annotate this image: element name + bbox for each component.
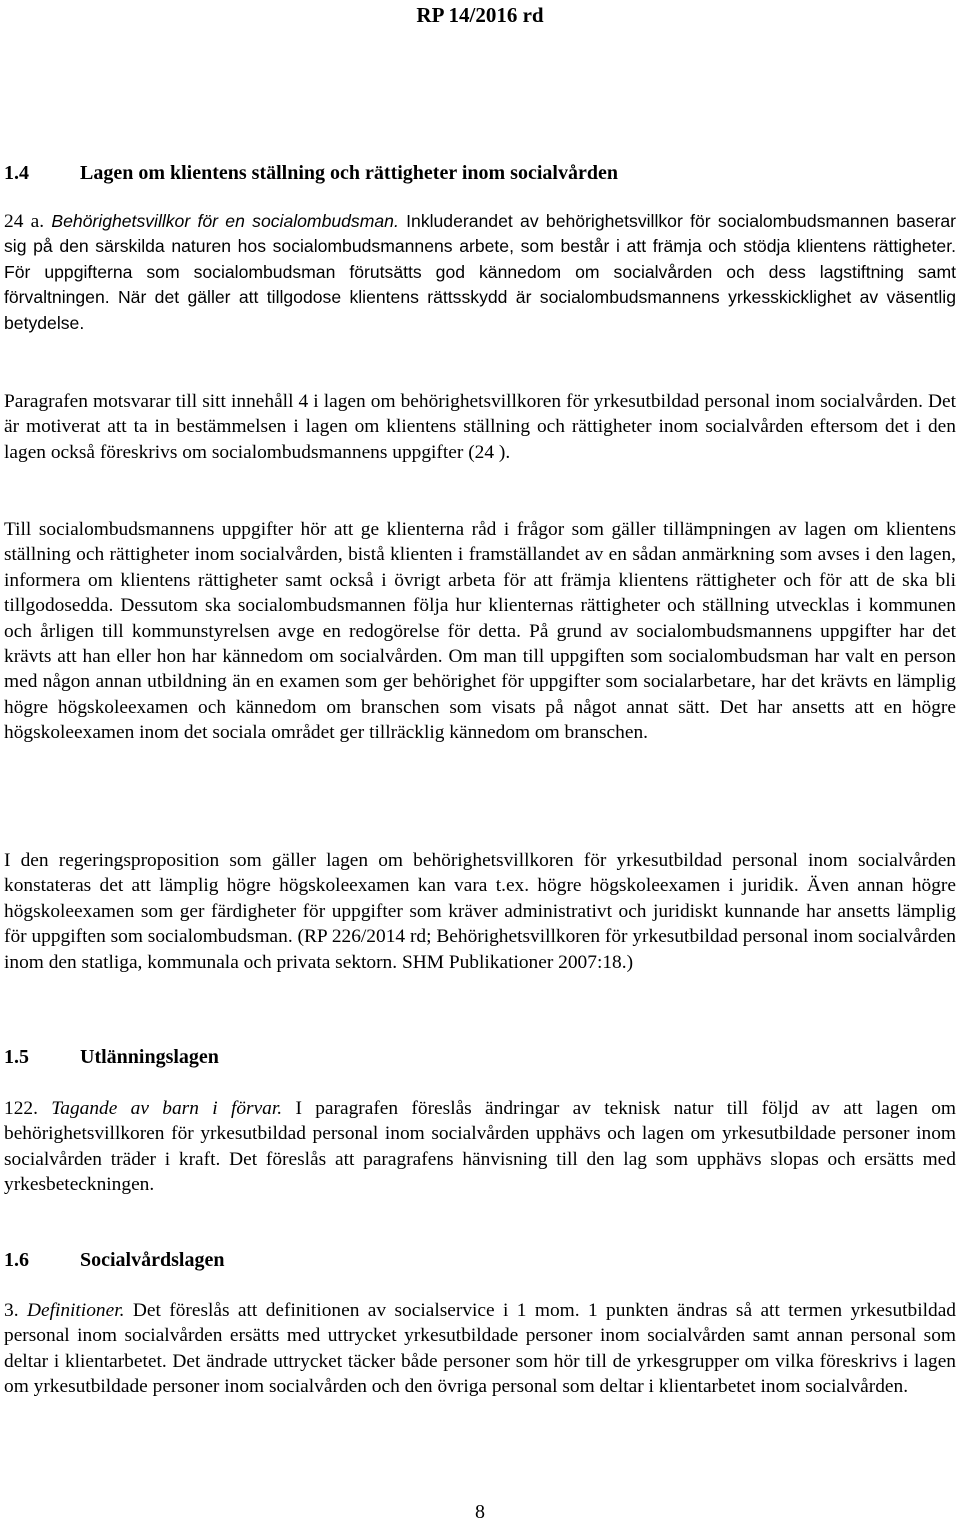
paragraph-uppgifter: Till socialombudsmannens uppgifter hör att ge klienterna råd i frågor som gäller tillämpningen av lagen om klientens ställning och rättigheter inom socialvården, bistå klienten i framställandet av en sådan anmärkning som avses i den lagen, informera om klientens rättigheter samt också i övrigt arbeta för att främja klientens rättigheter och för att de ska bli tillgodosedda. Dessutom ska socialombudsmannen följa hur klienternas rättigheter och ställning utvecklas i kommunen och årligen till kommunstyrelsen avge en redogörelse för detta. På grund av socialombudsmannens uppgifter har det krävts att han eller hon har kännedom om socialvården. Om man till uppgiften som socialombudsman har valt en person med någon annan utbildning än en examen som ger behörighet för uppgifter som socialarbetare, har det krävts en lämplig högre högskoleexamen och kännedom om branschen som visats på något annat sätt. Det har ansetts att en högre högskoleexamen inom det sociala området ger tillräcklig kännedom om branschen.	[4, 519, 956, 744]
lead-paragraph-number: 122	[4, 1098, 34, 1119]
section-number: 1.5	[4, 1046, 29, 1068]
text-run: Paragrafen motsvarar till sitt innehåll 4	[4, 391, 309, 412]
section-heading-1-4	[4, 161, 618, 185]
paragraph-3: 3. Definitioner. Det föreslås att definitionen av socialservice i 1 mom. 1 punkten ändras så att termen yrkesutbildad personal inom socialvården ersätts med uttrycket yrkesutbildade personer inom socialvården samt annan personal som deltar i klientarbetet. Det ändrade uttrycket täcker både personer som hör till de yrkesgrupper om vilka föreskrivs i lagen om yrkesutbildade personer inom socialvården och den övriga personal som deltar i klientarbetet inom socialvården.	[4, 1300, 957, 1398]
text-run: i lagen om behörighetsvillkoren för yrkesutbildad personal inom socialvården.	[313, 391, 923, 412]
lead-paragraph-title: Definitioner.	[26, 1300, 125, 1321]
lead-paragraph-number: 3	[4, 1300, 14, 1321]
paragraph-text: I paragrafen föreslås ändringar av teknisk natur till följd av att lagen om behörighetsvillkoren för yrkesutbildad personal inom socialvården upphävs och lagen om yrkesutbildade personer inom socialvården träder i kraft. Det föreslås att paragrafens hänvisning till den lag som upphävs slopas och ersätts med yrkesbeteckningen.	[4, 1098, 956, 1196]
document-header: RP 14/2016 rd	[416, 3, 544, 27]
lead-paragraph-number: 24 a	[4, 211, 40, 232]
section-title: Lagen om klientens ställning och rättigheter inom socialvården	[80, 162, 618, 184]
text-run: ).	[498, 441, 511, 463]
text-run: Det är motiverat att ta in bestämmelsen i lagen om klientens ställning och rättigheter inom socialvården eftersom det i den lagen också föreskrivs om socialombudsmannens uppgifter (24	[4, 391, 956, 463]
section-number: 1.6	[4, 1249, 29, 1271]
paragraph-24a: 24 a. Behörighetsvillkor för en socialombudsman. Inkluderandet av behörighetsvillkor för socialombudsmannen baserar sig på den särskilda naturen hos socialombudsmannens arbete, som består i att främja och stödja klientens rättigheter. För uppgifterna som socialombudsman förutsätts god kännedom om socialvården och dess lagstiftning samt förvaltningen. När det gäller att tillgodose klientens rättsskydd är socialombudsmannens yrkesskicklighet av väsentlig betydelse.	[4, 211, 957, 333]
paragraph-motsvarar	[4, 389, 956, 465]
page-number: 8	[475, 1501, 485, 1523]
paragraph-regeringsproposition: I den regeringsproposition som gäller lagen om behörighetsvillkoren för yrkesutbildad personal inom socialvården konstateras det att lämplig högre högskoleexamen kan vara t.ex. högre högskoleexamen i juridik. Även annan högre högskoleexamen som ger färdigheter för uppgifter som kräver administrativt och juridiskt kunnande har ansetts lämplig för uppgiften som socialombudsman. (RP 226/2014 rd; Behörighetsvillkoren för yrkesutbildad personal inom socialvården inom den statliga, kommunala och privata sektorn. SHM Publikationer 2007:18.)	[4, 850, 956, 973]
lead-paragraph-title: Behörighetsvillkor för en socialombudsman.	[51, 211, 399, 231]
lead-paragraph-title: Tagande av barn i förvar.	[51, 1098, 283, 1119]
paragraph-122: 122. Tagande av barn i förvar. I paragrafen föreslås ändringar av teknisk natur till följd av att lagen om behörighetsvillkoren för yrkesutbildad personal inom socialvården upphävs och lagen om yrkesutbildade personer inom socialvården träder i kraft. Det föreslås att paragrafens hänvisning till den lag som upphävs slopas och ersätts med yrkesbeteckningen.	[4, 1098, 956, 1196]
paragraph-text: Inkluderandet av behörighetsvillkor för socialombudsmannen baserar sig på den särskilda naturen hos socialombudsmannens arbete, som består i att främja och stödja klientens rättigheter. För uppgifterna som socialombudsman förutsätts god kännedom om socialvården och dess lagstiftning samt förvaltningen. När det gäller att tillgodose klientens rättsskydd är socialombudsmannens yrkesskicklighet av väsentlig betydelse.	[4, 211, 957, 333]
section-heading-1-5	[4, 1045, 219, 1069]
section-number: 1.4	[4, 162, 29, 184]
section-heading-1-6	[4, 1248, 224, 1272]
section-title: Utlänningslagen	[80, 1046, 219, 1068]
section-title: Socialvårdslagen	[80, 1249, 225, 1271]
paragraph-text: Det föreslås att definitionen av socialservice i 1 mom. 1 punkten ändras så att termen yrkesutbildad personal inom socialvården ersätts med uttrycket yrkesutbildade personer inom socialvården samt annan personal som deltar i klientarbetet. Det ändrade uttrycket täcker både personer som hör till de yrkesgrupper om vilka föreskrivs i lagen om yrkesutbildade personer inom socialvården och den övriga personal som deltar i klientarbetet inom socialvården.	[4, 1300, 957, 1398]
